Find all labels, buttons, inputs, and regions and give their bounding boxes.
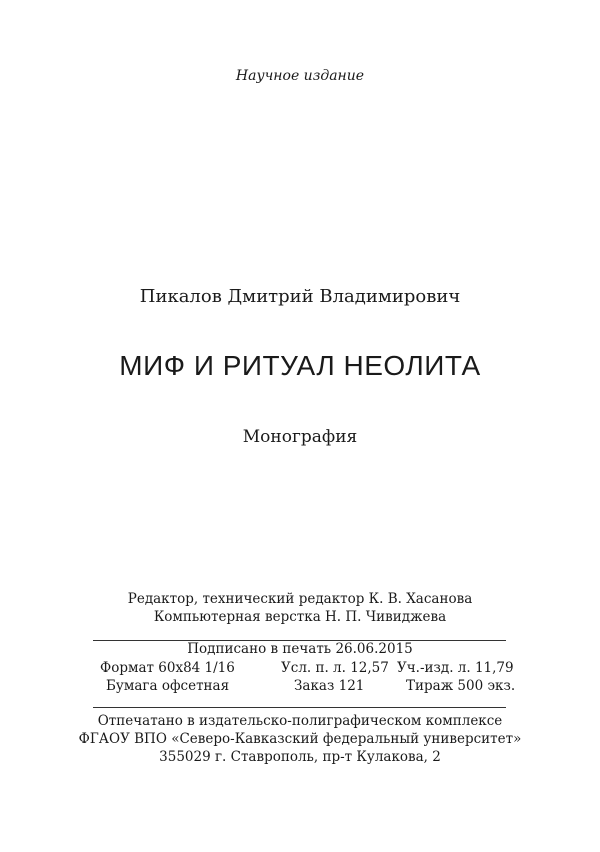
paper-value: Бумага офсетная (106, 678, 230, 694)
printer-line-1: Отпечатано в издательско-полиграфическом комплексе (97, 713, 503, 729)
publisher-sheets-value: Уч.-изд. л. 11,79 (397, 660, 514, 676)
genre-label: Монография (242, 427, 358, 447)
divider-bottom (93, 707, 506, 708)
printed-sheets-value: Усл. п. л. 12,57 (281, 660, 389, 676)
order-value: Заказ 121 (294, 678, 365, 694)
print-run-value: Тираж 500 экз. (406, 678, 516, 694)
format-value: Формат 60x84 1/16 (100, 660, 235, 676)
editor-credit: Редактор, технический редактор К. В. Хасанова (127, 591, 473, 607)
book-title: МИФ И РИТУАЛ НЕОЛИТА (119, 350, 481, 381)
printer-line-2: ФГАОУ ВПО «Северо-Кавказский федеральный университет» (78, 731, 522, 747)
layout-credit: Компьютерная верстка Н. П. Чивиджева (153, 609, 447, 625)
edition-type: Научное издание (235, 68, 365, 84)
printer-info (0, 712, 600, 766)
signed-to-print: Подписано в печать 26.06.2015 (187, 641, 413, 657)
author-name: Пикалов Дмитрий Владимирович (139, 286, 461, 307)
credits-block (0, 590, 600, 626)
printer-line-3: 355029 г. Ставрополь, пр-т Кулакова, 2 (159, 749, 441, 765)
